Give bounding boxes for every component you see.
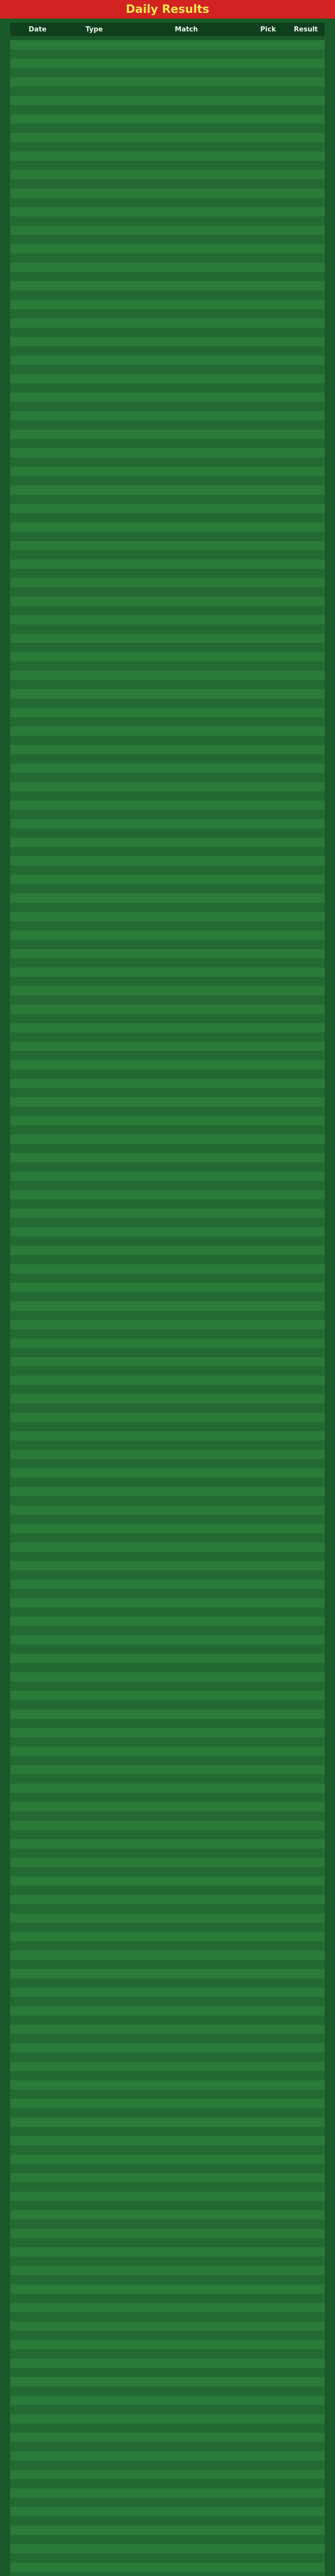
column-header-result: Result [294,25,318,33]
column-header-match: Match [175,25,198,33]
column-header-date: Date [28,25,47,33]
results-table-body [10,40,325,2576]
banner-title: Daily Results [126,3,209,16]
column-header-pick: Pick [260,25,276,33]
table-header [10,23,325,36]
title-banner [0,0,335,19]
column-header-type: Type [85,25,103,33]
